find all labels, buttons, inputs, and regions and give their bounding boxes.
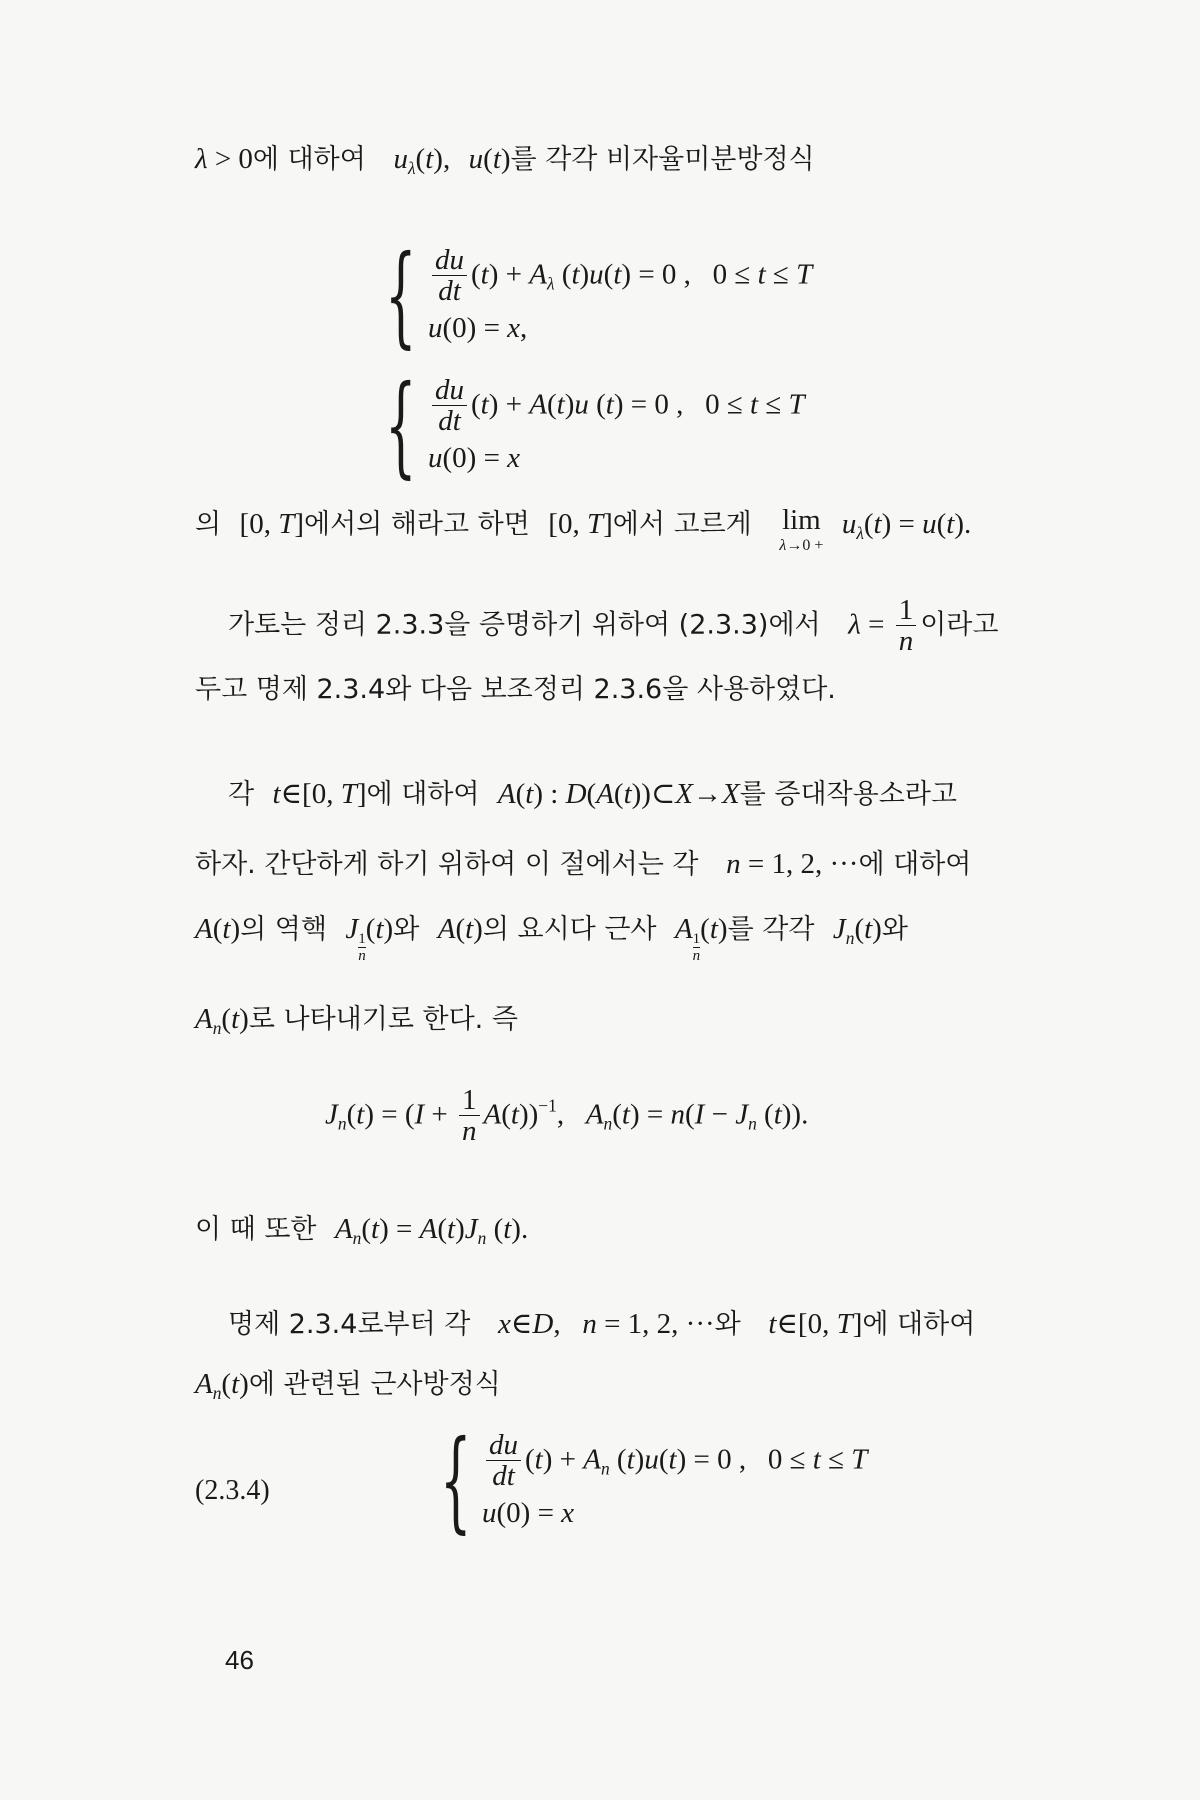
simplify-line: 하자. 간단하게 하기 위하여 이 절에서는 각 n = 1, 2, ···에 대하여 xyxy=(195,848,972,880)
system-2: $\frac{du}{dt}$ (t) + A(t)u (t) = 0 , 0 ≤ t ≤ T u(0) = x xyxy=(428,374,805,474)
approx-line: $A_n(t)$에 관련된 근사방정식 xyxy=(195,1368,501,1403)
intro-line: λ > 0에 대하여 $u_\lambda(t)$, u(t)를 각각 비자율미분방정식 xyxy=(195,143,815,178)
solution-line: 의 [0, T]에서의 해라고 하면 [0, T]에서 고르게 lim λ→0 + $u_\lambda(t) = u(t)$. xyxy=(195,504,972,554)
page-number: 46 xyxy=(225,1645,254,1675)
left-brace-1: { xyxy=(385,231,417,359)
resolvent-equation: $J_n(t) = (I$ + $\frac{1}{n}$ A(t))$^{-1}$, $A_n(t) = n(I - J_n$ (t)). xyxy=(325,1084,809,1147)
equation-label: (2.3.4) xyxy=(195,1475,270,1506)
proposition-line: 명제 2.3.4로부터 각 x∈D, n = 1, 2, ···와 t∈[0, T]에 대하여 xyxy=(228,1308,976,1340)
denote-line: $A_n(t)$로 나타내기로 한다. 즉 xyxy=(195,1003,518,1038)
inverse-line: A(t)의 역핵 J $\frac{1}{n}(t)$와 A(t)의 요시다 근사 A $\frac{1}{n}(t)$를 각각 $J_n(t)$와 xyxy=(195,913,908,964)
kato-line-2: 두고 명제 2.3.4와 다음 보조정리 2.3.6을 사용하였다. xyxy=(195,674,836,705)
operator-line: 각 t∈[0, T]에 대하여 A(t) : D(A(t))⊂X→X를 증대작용소라고 xyxy=(228,778,957,810)
also-line: 이 때 또한 $A_n(t) = A(t)J_n$ (t). xyxy=(195,1213,529,1248)
left-brace-3: { xyxy=(440,1416,472,1544)
system-3: $\frac{du}{dt}$ $(t) + A_n$ (t)u(t) = 0 , 0 ≤ t ≤ T u(0) = x xyxy=(482,1429,868,1529)
system-1: $\frac{du}{dt}$ $(t) + A_\lambda$ (t)u(t) = 0 , 0 ≤ t ≤ T u(0) = x, xyxy=(428,244,813,344)
kato-line: 가토는 정리 2.3.3을 증명하기 위하여 (2.3.3)에서 λ = $\frac{1}{n}$ 이라고 xyxy=(228,594,999,657)
left-brace-2: { xyxy=(385,361,417,489)
